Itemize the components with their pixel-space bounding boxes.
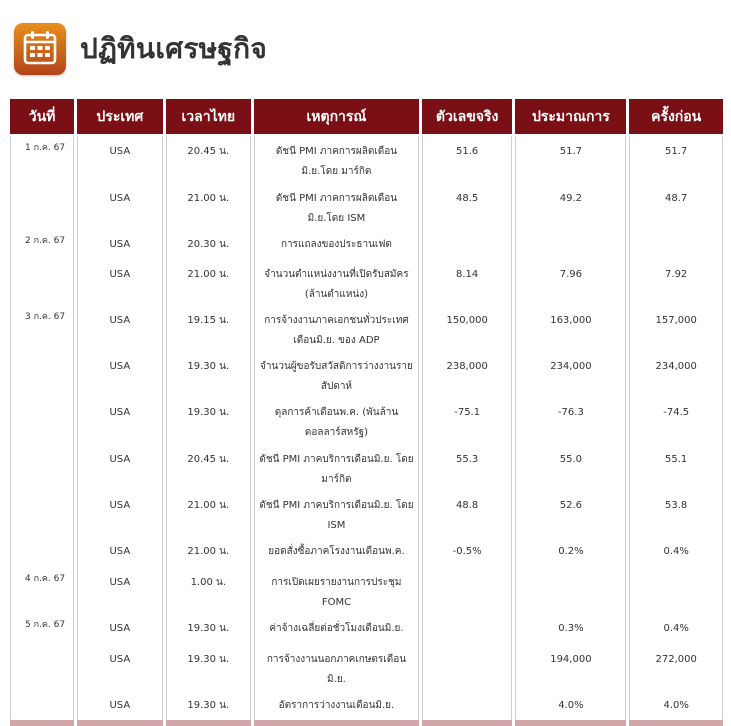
forecast-cell: 194,000 bbox=[515, 644, 626, 690]
table-row bbox=[10, 567, 723, 613]
footer-cell bbox=[629, 720, 723, 726]
footer-cell bbox=[422, 720, 513, 726]
footer-cell bbox=[254, 720, 419, 726]
forecast-cell: -76.3 bbox=[515, 397, 626, 444]
forecast-cell bbox=[515, 229, 626, 259]
footer-cell bbox=[515, 720, 626, 726]
forecast-cell: 4.0% bbox=[515, 690, 626, 720]
country-cell: USA bbox=[77, 259, 162, 305]
country-cell: USA bbox=[77, 229, 162, 259]
actual-cell: 55.3 bbox=[422, 444, 513, 490]
event-cell: การเปิดเผยรายงานการประชุม FOMC bbox=[254, 567, 419, 613]
table-row bbox=[10, 444, 723, 490]
actual-cell: 8.14 bbox=[422, 259, 513, 305]
previous-cell: 4.0% bbox=[629, 690, 723, 720]
actual-cell: 150,000 bbox=[422, 305, 513, 351]
time-cell: 21.00 น. bbox=[166, 183, 251, 229]
page-header bbox=[14, 22, 267, 76]
footer-cell bbox=[166, 720, 251, 726]
event-cell: การจ้างงานภาคเอกชนทั่วประเทศ เดือนมิ.ย. ของ ADP bbox=[254, 305, 419, 351]
previous-cell: 48.7 bbox=[629, 183, 723, 229]
date-cell bbox=[10, 259, 74, 305]
forecast-cell: 234,000 bbox=[515, 351, 626, 397]
time-cell: 1.00 น. bbox=[166, 567, 251, 613]
actual-cell bbox=[422, 229, 513, 259]
event-cell: ค่าจ้างเฉลี่ยต่อชั่วโมงเดือนมิ.ย. bbox=[254, 613, 419, 644]
time-cell: 21.00 น. bbox=[166, 536, 251, 567]
previous-cell: 0.4% bbox=[629, 613, 723, 644]
event-cell: ดุลการค้าเดือนพ.ค. (พันล้าน ดอลลาร์สหรัฐ) bbox=[254, 397, 419, 444]
actual-cell: -0.5% bbox=[422, 536, 513, 567]
time-cell: 20.30 น. bbox=[166, 229, 251, 259]
event-cell: การแถลงของประธานเฟด bbox=[254, 229, 419, 259]
table-row bbox=[10, 183, 723, 229]
table-row bbox=[10, 229, 723, 259]
event-cell: การจ้างงานนอกภาคเกษตรเดือนมิ.ย. bbox=[254, 644, 419, 690]
forecast-cell: 0.3% bbox=[515, 613, 626, 644]
actual-cell: -75.1 bbox=[422, 397, 513, 444]
date-cell bbox=[10, 644, 74, 690]
date-cell bbox=[10, 690, 74, 720]
time-cell: 19.15 น. bbox=[166, 305, 251, 351]
event-cell: ดัชนี PMI ภาคบริการเดือนมิ.ย. โดย ISM bbox=[254, 490, 419, 536]
col-header-previous: ครั้งก่อน bbox=[629, 99, 723, 136]
previous-cell: 234,000 bbox=[629, 351, 723, 397]
time-cell: 19.30 น. bbox=[166, 644, 251, 690]
event-cell: ดัชนี PMI ภาคการผลิตเดือนมิ.ย.โดย มาร์กิต bbox=[254, 136, 419, 183]
forecast-cell: 55.0 bbox=[515, 444, 626, 490]
previous-cell: 272,000 bbox=[629, 644, 723, 690]
country-cell: USA bbox=[77, 613, 162, 644]
previous-cell: 0.4% bbox=[629, 536, 723, 567]
previous-cell bbox=[629, 229, 723, 259]
date-cell bbox=[10, 183, 74, 229]
date-cell bbox=[10, 444, 74, 490]
date-cell: 3 ก.ค. 67 bbox=[10, 305, 74, 351]
event-cell: ดัชนี PMI ภาคบริการเดือนมิ.ย. โดย มาร์กิต bbox=[254, 444, 419, 490]
country-cell: USA bbox=[77, 490, 162, 536]
time-cell: 19.30 น. bbox=[166, 351, 251, 397]
country-cell: USA bbox=[77, 536, 162, 567]
actual-cell: 238,000 bbox=[422, 351, 513, 397]
actual-cell bbox=[422, 567, 513, 613]
col-header-date: วันที่ bbox=[10, 99, 74, 136]
forecast-cell: 7.96 bbox=[515, 259, 626, 305]
table-header-row bbox=[10, 99, 723, 136]
event-cell: ยอดสั่งซื้อภาคโรงงานเดือนพ.ค. bbox=[254, 536, 419, 567]
actual-cell bbox=[422, 644, 513, 690]
date-cell: 4 ก.ค. 67 bbox=[10, 567, 74, 613]
table-row bbox=[10, 490, 723, 536]
time-cell: 19.30 น. bbox=[166, 690, 251, 720]
table-row bbox=[10, 136, 723, 183]
table-row bbox=[10, 644, 723, 690]
country-cell: USA bbox=[77, 136, 162, 183]
page-title: ปฏิทินเศรษฐกิจ bbox=[80, 32, 268, 65]
actual-cell: 48.5 bbox=[422, 183, 513, 229]
actual-cell: 51.6 bbox=[422, 136, 513, 183]
actual-cell: 48.8 bbox=[422, 490, 513, 536]
table-row bbox=[10, 690, 723, 720]
country-cell: USA bbox=[77, 183, 162, 229]
previous-cell: 157,000 bbox=[629, 305, 723, 351]
time-cell: 19.30 น. bbox=[166, 397, 251, 444]
economic-calendar-table bbox=[10, 99, 723, 726]
actual-cell bbox=[422, 613, 513, 644]
event-cell: จำนวนตำแหน่งงานที่เปิดรับสมัคร (ล้านตำแหน่ง) bbox=[254, 259, 419, 305]
forecast-cell: 0.2% bbox=[515, 536, 626, 567]
country-cell: USA bbox=[77, 644, 162, 690]
country-cell: USA bbox=[77, 444, 162, 490]
date-cell bbox=[10, 397, 74, 444]
col-header-time: เวลาไทย bbox=[166, 99, 251, 136]
country-cell: USA bbox=[77, 305, 162, 351]
previous-cell: 55.1 bbox=[629, 444, 723, 490]
event-cell: ดัชนี PMI ภาคการผลิตเดือนมิ.ย.โดย ISM bbox=[254, 183, 419, 229]
footer-cell bbox=[10, 720, 74, 726]
previous-cell: -74.5 bbox=[629, 397, 723, 444]
event-cell: อัตราการว่างงานเดือนมิ.ย. bbox=[254, 690, 419, 720]
col-header-country: ประเทศ bbox=[77, 99, 162, 136]
country-cell: USA bbox=[77, 690, 162, 720]
previous-cell: 51.7 bbox=[629, 136, 723, 183]
table-row bbox=[10, 613, 723, 644]
table-row bbox=[10, 259, 723, 305]
event-cell: จำนวนผู้ขอรับสวัสดิการว่างงานราย สัปดาห์ bbox=[254, 351, 419, 397]
col-header-actual: ตัวเลขจริง bbox=[422, 99, 513, 136]
country-cell: USA bbox=[77, 397, 162, 444]
forecast-cell: 52.6 bbox=[515, 490, 626, 536]
time-cell: 20.45 น. bbox=[166, 136, 251, 183]
country-cell: USA bbox=[77, 567, 162, 613]
col-header-event: เหตุการณ์ bbox=[254, 99, 419, 136]
table-row bbox=[10, 536, 723, 567]
col-header-forecast: ประมาณการ bbox=[515, 99, 626, 136]
footer-cell bbox=[77, 720, 162, 726]
forecast-cell: 51.7 bbox=[515, 136, 626, 183]
date-cell: 5 ก.ค. 67 bbox=[10, 613, 74, 644]
forecast-cell: 163,000 bbox=[515, 305, 626, 351]
table-row bbox=[10, 351, 723, 397]
previous-cell: 7.92 bbox=[629, 259, 723, 305]
forecast-cell bbox=[515, 567, 626, 613]
date-cell bbox=[10, 351, 74, 397]
previous-cell: 53.8 bbox=[629, 490, 723, 536]
actual-cell bbox=[422, 690, 513, 720]
date-cell bbox=[10, 490, 74, 536]
table-row bbox=[10, 397, 723, 444]
time-cell: 21.00 น. bbox=[166, 490, 251, 536]
date-cell: 1 ก.ค. 67 bbox=[10, 136, 74, 183]
date-cell: 2 ก.ค. 67 bbox=[10, 229, 74, 259]
time-cell: 20.45 น. bbox=[166, 444, 251, 490]
forecast-cell: 49.2 bbox=[515, 183, 626, 229]
date-cell bbox=[10, 536, 74, 567]
table-row bbox=[10, 305, 723, 351]
time-cell: 21.00 น. bbox=[166, 259, 251, 305]
country-cell: USA bbox=[77, 351, 162, 397]
calendar-icon bbox=[14, 23, 66, 75]
table-footer-bar bbox=[10, 720, 723, 726]
time-cell: 19.30 น. bbox=[166, 613, 251, 644]
previous-cell bbox=[629, 567, 723, 613]
